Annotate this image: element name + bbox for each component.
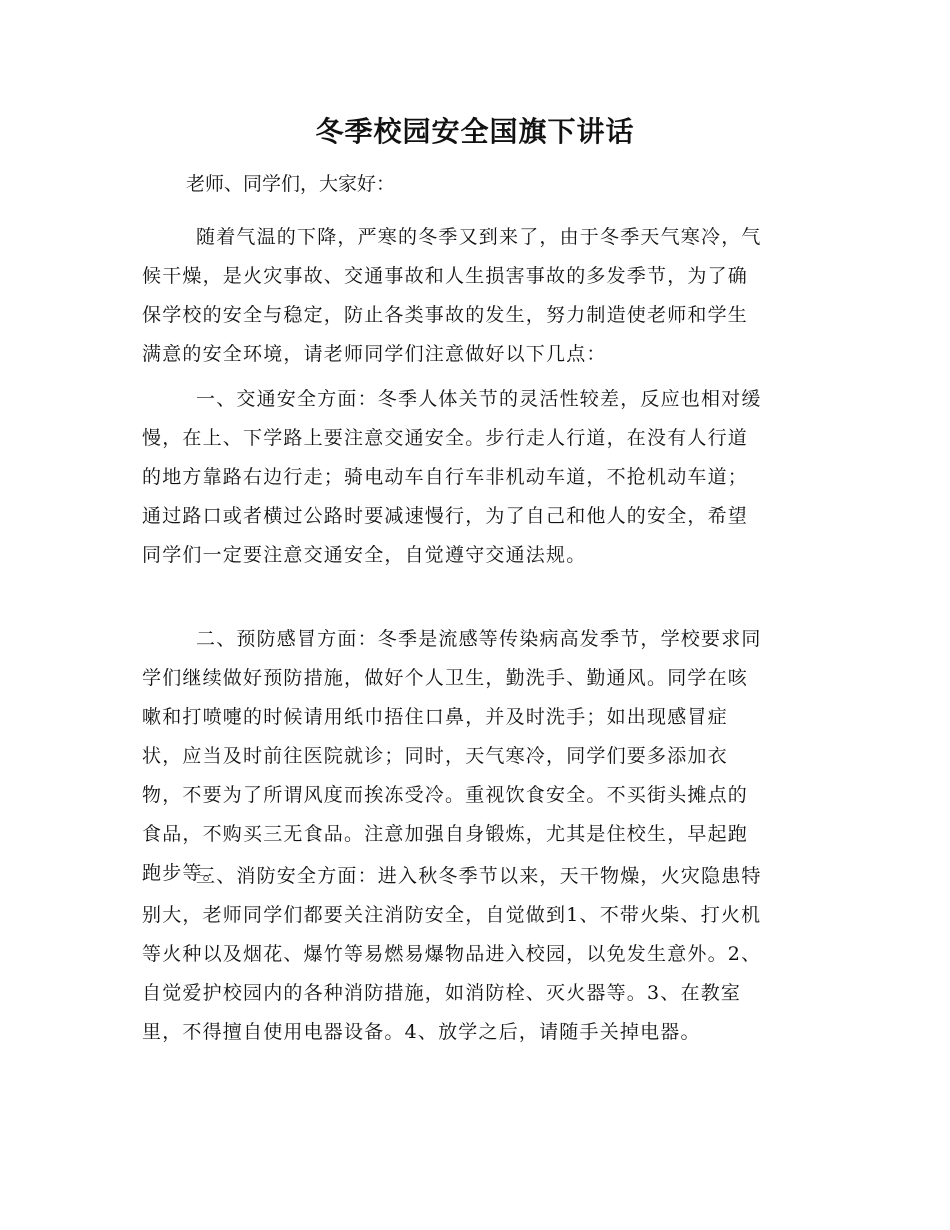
greeting-line: 老师、同学们，大家好：: [186, 173, 396, 195]
paragraph-line: 同学们一定要注意交通安全，自觉遵守交通法规。: [142, 544, 587, 566]
paragraph-line: 跑步等。: [142, 862, 223, 884]
paragraph-line: 里，不得擅自使用电器设备。4、放学之后，请随手关掉电器。: [142, 1021, 701, 1043]
document-title: 冬季校园安全国旗下讲话: [315, 115, 635, 148]
paragraph-traffic-safety: [142, 380, 812, 575]
paragraph-line: 候干燥，是火灾事故、交通事故和人生损害事故的多发季节，为了确: [142, 265, 749, 287]
paragraph-line: 等火种以及烟花、爆竹等易燃易爆物品进入校园，以免发生意外。2、: [142, 943, 762, 965]
paragraph-line: 学们继续做好预防措施，做好个人卫生，勤洗手、勤通风。同学在咳: [142, 667, 749, 689]
paragraph-line: 一、交通安全方面：冬季人体关节的灵活性较差，反应也相对缓: [196, 388, 762, 410]
paragraph-line: 通过路口或者横过公路时要减速慢行，为了自己和他人的安全，希望: [142, 505, 749, 527]
paragraph-intro: [142, 218, 812, 374]
paragraph-line: 自觉爱护校园内的各种消防措施，如消防栓、灭火器等。3、在教室: [142, 982, 742, 1004]
paragraph-line: 嗽和打喷嚏的时候请用纸巾捂住口鼻，并及时洗手；如出现感冒症: [142, 706, 728, 728]
paragraph-line: 状，应当及时前往医院就诊；同时，天气寒冷，同学们要多添加衣: [142, 745, 728, 767]
paragraph-line: 物，不要为了所谓风度而挨冻受冷。重视饮食安全。不买街头摊点的: [142, 784, 749, 806]
paragraph-line: 随着气温的下降，严寒的冬季又到来了，由于冬季天气寒冷，气: [196, 226, 762, 248]
paragraph-line: 三、消防安全方面：进入秋冬季节以来，天干物燥，火灾隐患特: [196, 865, 762, 887]
paragraph-line: 慢，在上、下学路上要注意交通安全。步行走人行道，在没有人行道: [142, 427, 749, 449]
paragraph-line: 食品，不购买三无食品。注意加强自身锻炼，尤其是住校生，早起跑: [142, 823, 749, 845]
paragraph-line: 的地方靠路右边行走；骑电动车自行车非机动车道，不抢机动车道；: [142, 466, 749, 488]
paragraph-line: 满意的安全环境，请老师同学们注意做好以下几点：: [142, 343, 607, 365]
paragraph-line: 别大，老师同学们都要关注消防安全，自觉做到1、不带火柴、打火机: [142, 904, 762, 926]
paragraph-line: 二、预防感冒方面：冬季是流感等传染病高发季节，学校要求同: [196, 628, 762, 650]
paragraph-cold-prevention: [142, 620, 812, 893]
paragraph-fire-safety: [142, 857, 812, 1052]
paragraph-line: 保学校的安全与稳定，防止各类事故的发生，努力制造使老师和学生: [142, 304, 749, 326]
